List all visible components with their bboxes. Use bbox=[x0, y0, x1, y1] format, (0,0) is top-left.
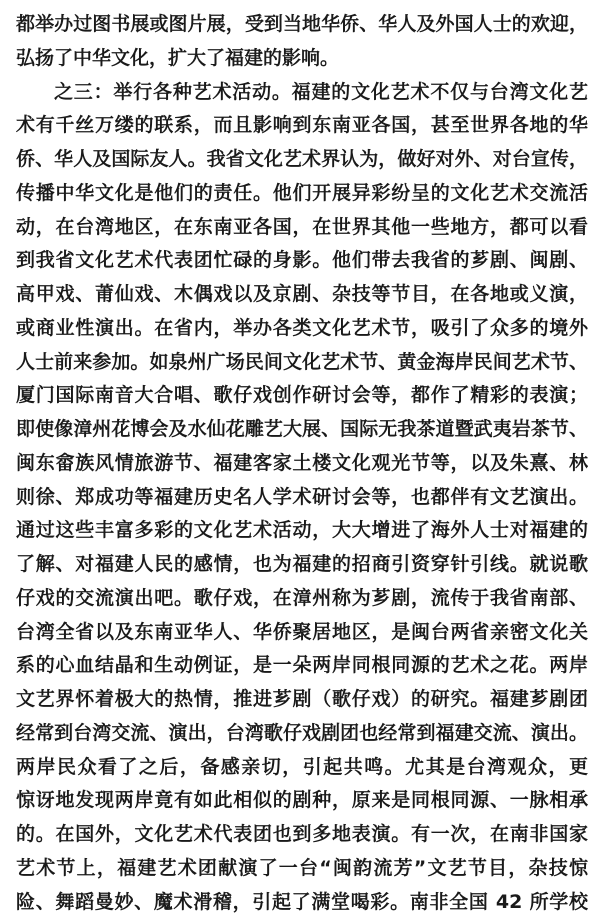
text-line: 通过这些丰富多彩的文化艺术活动，大大增进了海外人士对福建的 bbox=[16, 514, 588, 548]
text-line: 之三：举行各种艺术活动。福建的文化艺术不仅与台湾文化艺 bbox=[16, 76, 588, 110]
text-line: 高甲戏、莆仙戏、木偶戏以及京剧、杂技等节目，在各地或义演， bbox=[16, 278, 588, 312]
text-line: 险、舞蹈曼妙、魔术滑稽，引起了满堂喝彩。南非全国 42 所学校 bbox=[16, 886, 588, 919]
text-line: 经常到台湾交流、演出，台湾歌仔戏剧团也经常到福建交流、演出。 bbox=[16, 717, 588, 751]
text-line: 则徐、郑成功等福建历史名人学术研讨会等，也都伴有文艺演出。 bbox=[16, 481, 588, 515]
text-line: 闽东畲族风情旅游节、福建客家土楼文化观光节等，以及朱熹、林 bbox=[16, 447, 588, 481]
paragraph-1 bbox=[16, 8, 588, 76]
text-line: 传播中华文化是他们的责任。他们开展异彩纷呈的文化艺术交流活 bbox=[16, 177, 588, 211]
text-line: 即使像漳州花博会及水仙花雕艺大展、国际无我茶道暨武夷岩茶节、 bbox=[16, 413, 588, 447]
body-text bbox=[16, 8, 588, 919]
text-line: 文艺界怀着极大的热情，推进芗剧（歌仔戏）的研究。福建芗剧团 bbox=[16, 683, 588, 717]
text-line: 到我省文化艺术代表团忙碌的身影。他们带去我省的芗剧、闽剧、 bbox=[16, 244, 588, 278]
text-line: 艺术节上，福建艺术团献演了一台“闽韵流芳”文艺节目，杂技惊 bbox=[16, 852, 588, 886]
paragraph-2 bbox=[16, 76, 588, 919]
text-line: 两岸民众看了之后，备感亲切，引起共鸣。尤其是台湾观众，更 bbox=[16, 751, 588, 785]
text-line: 系的心血结晶和生动例证，是一朵两岸同根同源的艺术之花。两岸 bbox=[16, 649, 588, 683]
text-line: 侨、华人及国际友人。我省文化艺术界认为，做好对外、对台宣传， bbox=[16, 143, 588, 177]
text-line: 的。在国外，文化艺术代表团也到多地表演。有一次，在南非国家 bbox=[16, 818, 588, 852]
text-line: 术有千丝万缕的联系，而且影响到东南亚各国，甚至世界各地的华 bbox=[16, 109, 588, 143]
text-line: 厦门国际南音大合唱、歌仔戏创作研讨会等，都作了精彩的表演； bbox=[16, 379, 588, 413]
text-line: 都举办过图书展或图片展，受到当地华侨、华人及外国人士的欢迎， bbox=[16, 8, 588, 42]
text-line: 惊讶地发现两岸竟有如此相似的剧种，原来是同根同源、一脉相承 bbox=[16, 784, 588, 818]
text-line: 人士前来参加。如泉州广场民间文化艺术节、黄金海岸民间艺术节、 bbox=[16, 346, 588, 380]
text-line: 仔戏的交流演出吧。歌仔戏，在漳州称为芗剧，流传于我省南部、 bbox=[16, 582, 588, 616]
text-line: 了解、对福建人民的感情，也为福建的招商引资穿针引线。就说歌 bbox=[16, 548, 588, 582]
text-line: 动，在台湾地区，在东南亚各国，在世界其他一些地方，都可以看 bbox=[16, 211, 588, 245]
text-line: 弘扬了中华文化，扩大了福建的影响。 bbox=[16, 42, 588, 76]
text-line: 或商业性演出。在省内，举办各类文化艺术节，吸引了众多的境外 bbox=[16, 312, 588, 346]
text-line: 台湾全省以及东南亚华人、华侨聚居地区，是闽台两省亲密文化关 bbox=[16, 616, 588, 650]
